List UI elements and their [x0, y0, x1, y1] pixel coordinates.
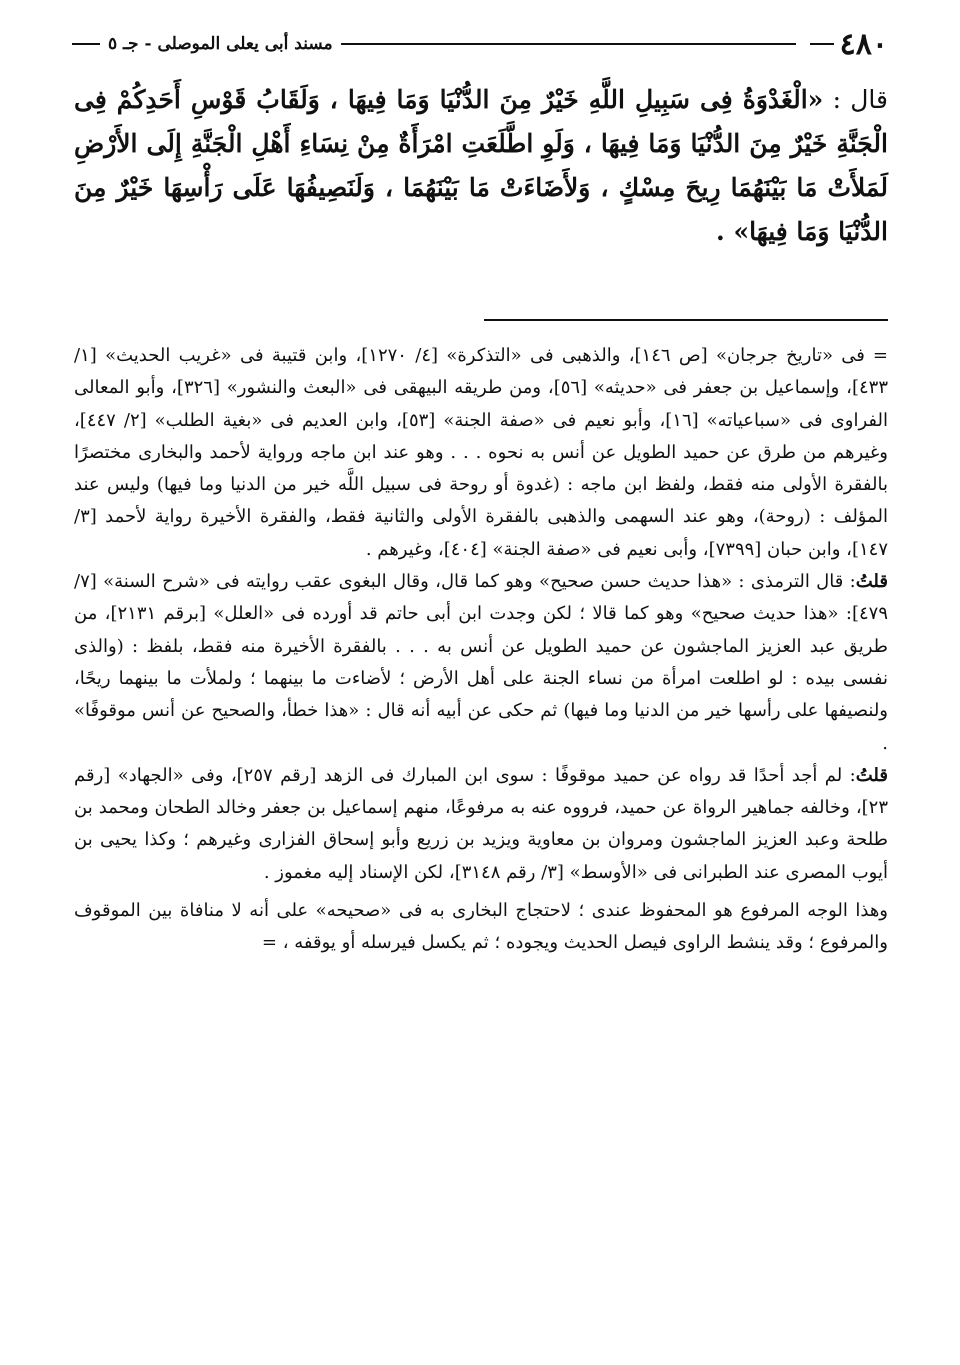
page-number: ٤٨٠ [839, 26, 888, 62]
footnote-paragraph-3-text: : لم أجد أحدًا قد رواه عن حميد موقوفًا : سوى ابن المبارك فى الزهد [رقم ٢٥٧]، وفى «الجهاد» [رقم ٢٣]، وخالفه جماهير الرواة عن حميد، فرووه عنه به مرفوعًا، منهم إسماعيل بن جعفر وخالد الطحان ومحمد بن طلحة وعبد العزيز الماجشون ومروان بن معاوية ويزيد بن زريع وأبو إسحاق الفزارى وغيرهم ؛ وكذا يحيى بن أيوب المصرى عند الطبرانى فى «الأوسط» [٣/ رقم ٣١٤٨]، لكن الإسناد إليه مغموز . [74, 764, 888, 883]
footnote-paragraph-2 [74, 566, 888, 760]
footnote-separator [484, 319, 888, 321]
hadith-lead: قال : [823, 85, 888, 114]
footnote-paragraph-3 [74, 760, 888, 889]
hadith-matn: «الْغَدْوَةُ فِى سَبِيلِ اللَّهِ خَيْرٌ مِنَ الدُّنْيَا وَمَا فِيهَا ، وَلَقَابُ قَوْسِ أَحَدِكُمْ فِى الْجَنَّةِ خَيْرٌ مِنَ الدُّنْيَا وَمَا فِيهَا ، وَلَوِ اطَّلَعَتِ امْرَأَةٌ مِنْ نِسَاءِ أَهْلِ الْجَنَّةِ إِلَى الأَرْضِ لَمَلأَتْ مَا بَيْنَهُمَا رِيحَ مِسْكٍ ، وَلأَضَاءَتْ مَا بَيْنَهُمَا ، وَلَنَصِيفُهَا عَلَى رَأْسِهَا خَيْرٌ مِنَ الدُّنْيَا وَمَا فِيهَا» . [74, 85, 888, 246]
footnote-paragraph-2-text: : قال الترمذى : «هذا حديث حسن صحيح» وهو كما قال، وقال البغوى عقب روايته فى «شرح السنة» [٧/ ٤٧٩]: «هذا حديث صحيح» وهو كما قالا ؛ لكن وجدت ابن أبى حاتم قد أورده فى «العلل» [برقم ٢١٣١]، من طريق عبد العزيز الماجشون عن حميد الطويل عن أنس به . . . بالفقرة الأخيرة منه فقط، بلفظ : (والذى نفسى بيده : لو اطلعت امرأة من نساء الجنة على أهل الأرض ؛ لأضاءت ما بينهما ؛ ولملأت ما بينهما ريحًا، ولنصيفها على رأسها خير من الدنيا وما فيها) ثم حكى عن أبيه أنه قال : «هذا خطأ، والصحيح عن أنس موقوفًا» . [74, 571, 888, 754]
book-title: مسند أبى يعلى الموصلى - جـ ٥ [108, 34, 333, 54]
header-dash [810, 43, 834, 45]
footnotes [74, 340, 888, 960]
footnote-paragraph-1 [74, 340, 888, 566]
qultu-label: قلتُ [855, 571, 888, 593]
header-rule [341, 43, 796, 45]
footnote-paragraph-4-text: وهذا الوجه المرفوع هو المحفوظ عندى ؛ لاحتجاج البخارى به فى «صحيحه» على أنه لا منافاة بين الموقوف والمرفوع ؛ وقد ينشط الراوى فيصل الحديث ويجوده ؛ ثم يكسل فيرسله أو يوقفه ، = [74, 900, 888, 954]
qultu-label: قلتُ [855, 764, 888, 786]
page-header [72, 22, 888, 66]
footnote-paragraph-1-text: فى «تاريخ جرجان» [ص ١٤٦]، والذهبى فى «التذكرة» [٤/ ١٢٧٠]، وابن قتيبة فى «غريب الحديث» [١/ ٤٣٣]، وإسماعيل بن جعفر فى «حديثه» [٥٦]، ومن طريقه البيهقى فى «البعث والنشور» [٣٢٦]، وأبو المعالى الفراوى فى «سباعياته» [١٦]، وأبو نعيم فى «صفة الجنة» [٥٣]، وابن العديم فى «بغية الطلب» [٢/ ٤٤٧]، وغيرهم من طرق عن حميد الطويل عن أنس به نحوه . . . وهو عند ابن ماجه ورواية لأحمد والبخارى مختصرًا بالفقرة الأولى منه فقط، ولفظ ابن ماجه : (غدوة أو روحة فى سبيل اللَّه خير من الدنيا وما فيها) وليس عند المؤلف : (روحة)، وهو عند السهمى والذهبى بالفقرة الأولى والثانية فقط، والفقرة الأخيرة رواية لأحمد [٣/ ١٤٧]، وابن حبان [٧٣٩٩]، وأبى نعيم فى «صفة الجنة» [٤٠٤]، وغيرهم . [74, 345, 889, 560]
footnote-paragraph-4 [74, 895, 888, 960]
continuation-marker: = [872, 345, 888, 366]
hadith-text [74, 78, 888, 254]
header-tail-rule [72, 43, 100, 45]
